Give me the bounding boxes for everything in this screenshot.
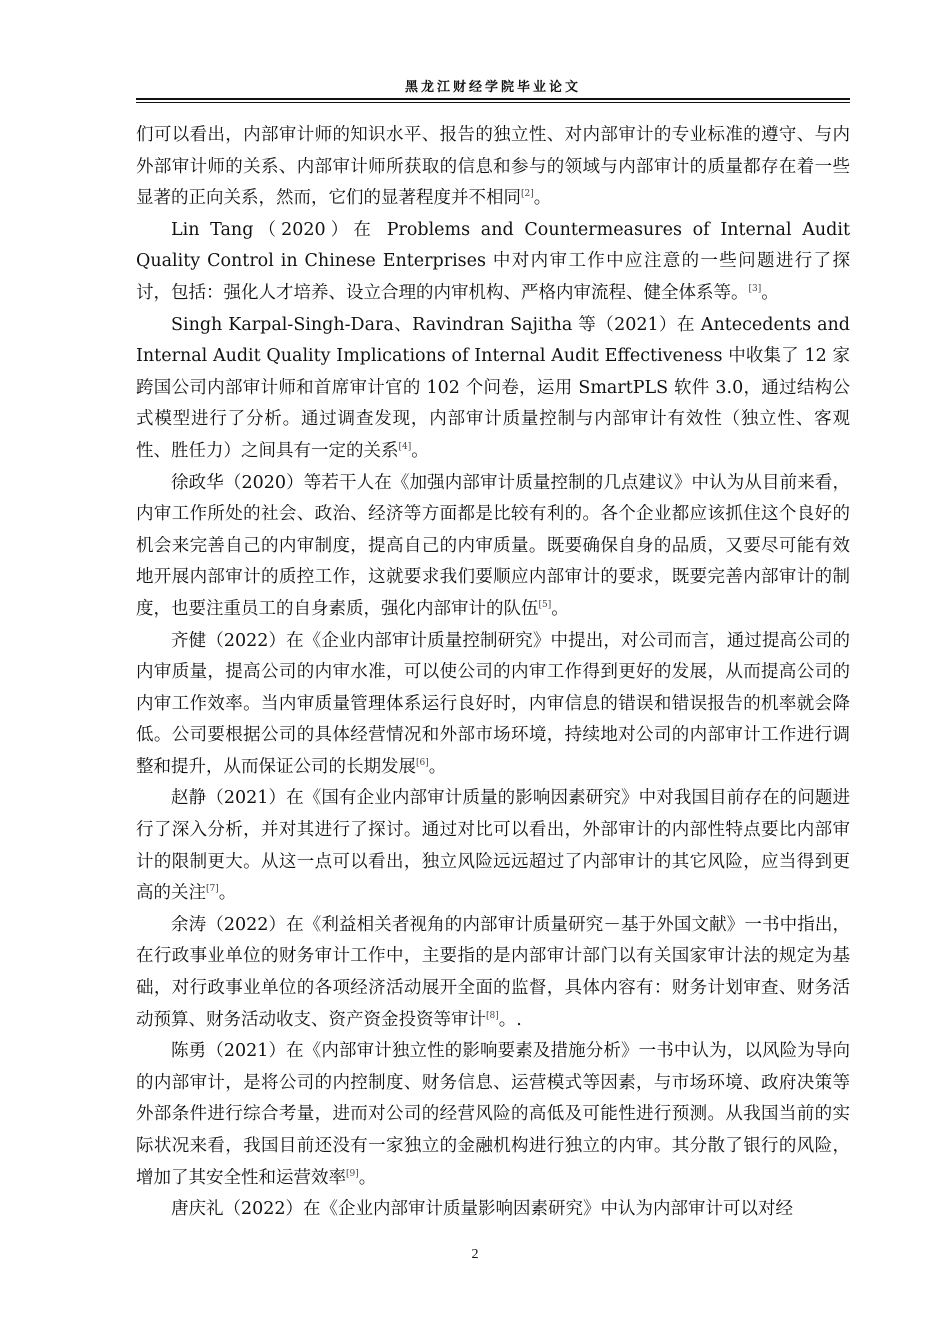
body-text bbox=[136, 120, 850, 1226]
paragraph bbox=[136, 120, 850, 215]
paragraph bbox=[136, 215, 850, 310]
paragraph-text: 赵静（2021）在《国有企业内部审计质量的影响因素研究》中对我国目前存在的问题进行了深入分析，并对其进行了探讨。通过对比可以看出，外部审计的内部性特点要比内部审计的限制更大。从这一点可以看出，独立风险远远超过了内部审计的其它风险，应当得到更高的关注 bbox=[136, 788, 850, 904]
paragraph-tail: 。 bbox=[428, 756, 447, 777]
page-header-title: 黑龙江财经学院毕业论文 bbox=[404, 80, 581, 95]
paragraph bbox=[136, 1036, 850, 1194]
paragraph bbox=[136, 626, 850, 784]
citation-ref: [9] bbox=[346, 1168, 359, 1179]
paragraph bbox=[136, 783, 850, 909]
citation-ref: [2] bbox=[521, 189, 534, 200]
citation-ref: [5] bbox=[538, 599, 552, 610]
paragraph-tail: 。. bbox=[498, 1009, 522, 1030]
citation-ref: [4] bbox=[398, 441, 412, 452]
paragraph-text: Lin Tang（2020）在 Problems and Countermeasures of Internal Audit Quality Control in Chinese Enterprises 中对内审工作中应注意的一些问题进行了探讨，包括：强化人才培养、设立合理的内审机构、严格内审流程、健全体系等。 bbox=[136, 219, 850, 303]
paragraph-text: 徐政华（2020）等若干人在《加强内部审计质量控制的几点建议》中认为从目前来看，内审工作所处的社会、政治、经济等方面都是比较有利的。各个企业都应该抓住这个良好的机会来完善自己的内审制度，提高自己的内审质量。既要确保自身的品质，又要尽可能有效地开展内部审计的质控工作，这就要求我们要顺应内部审计的要求，既要完善内部审计的制度，也要注重员工的自身素质，强化内部审计的队伍 bbox=[136, 472, 850, 619]
citation-ref: [8] bbox=[486, 1010, 499, 1021]
paragraph bbox=[136, 468, 850, 626]
paragraph-tail: 。 bbox=[411, 440, 429, 461]
paragraph-text: 余涛（2022）在《利益相关者视角的内部审计质量研究－基于外国文献》一书中指出，在行政事业单位的财务审计工作中，主要指的是内部审计部门以有关国家审计法的规定为基础，对行政事业单位的各项经济活动展开全面的监督，具体内容有：财务计划审查、财务活动预算、财务活动收支、资产资金投资等审计 bbox=[136, 914, 850, 1030]
paragraph-text: Singh Karpal-Singh-Dara、Ravindran Sajitha 等（2021）在 Antecedents and Internal Audit Quality Implications of Internal Audit Effectiveness 中收集了 12 家跨国公司内部审计师和首席审计官的 102 个问卷，运用 SmartPLS 软件 3.0，通过结构公式模型进行了分析。通过调查发现，内部审计质量控制与内部审计有效性（独立性、客观性、胜任力）之间具有一定的关系 bbox=[136, 314, 850, 461]
header-rule-thick bbox=[136, 98, 850, 100]
page-number: 2 bbox=[471, 1247, 479, 1262]
paragraph bbox=[136, 1194, 850, 1226]
paragraph-text: 们可以看出，内部审计师的知识水平、报告的独立性、对内部审计的专业标准的遵守、与内外部审计师的关系、内部审计师所获取的信息和参与的领域与内部审计的质量都存在着一些显著的正向关系，然而，它们的显著程度并不相同 bbox=[136, 125, 850, 209]
paragraph bbox=[136, 310, 850, 468]
paragraph-text: 陈勇（2021）在《内部审计独立性的影响要素及措施分析》一书中认为，以风险为导向的内部审计，是将公司的内控制度、财务信息、运营模式等因素，与市场环境、政府决策等外部条件进行综合考量，进而对公司的经营风险的高低及可能性进行预测。从我国当前的实际状况来看，我国目前还没有一家独立的金融机构进行独立的内审。其分散了银行的风险，增加了其安全性和运营效率 bbox=[136, 1041, 850, 1188]
header-rule-thin bbox=[136, 102, 850, 103]
paragraph-tail: 。 bbox=[761, 282, 779, 303]
paragraph-text: 唐庆礼（2022）在《企业内部审计质量影响因素研究》中认为内部审计可以对经 bbox=[171, 1199, 794, 1220]
paragraph-tail: 。 bbox=[358, 1167, 377, 1188]
paragraph-text: 齐健（2022）在《企业内部审计质量控制研究》中提出，对公司而言，通过提高公司的内审质量，提高公司的内审水准，可以使公司的内审工作得到更好的发展，从而提高公司的内审工作效率。当内审质量管理体系运行良好时，内审信息的错误和错误报告的机率就会降低。公司要根据公司的具体经营情况和外部市场环境，持续地对公司的内部审计工作进行调整和提升，从而保证公司的长期发展 bbox=[136, 630, 850, 777]
paragraph-tail: 。 bbox=[533, 188, 552, 209]
citation-ref: [7] bbox=[206, 884, 219, 895]
paragraph bbox=[136, 910, 850, 1036]
paragraph-tail: 。 bbox=[218, 883, 237, 904]
citation-ref: [3] bbox=[748, 283, 762, 294]
paragraph-tail: 。 bbox=[551, 598, 569, 619]
citation-ref: [6] bbox=[416, 757, 429, 768]
